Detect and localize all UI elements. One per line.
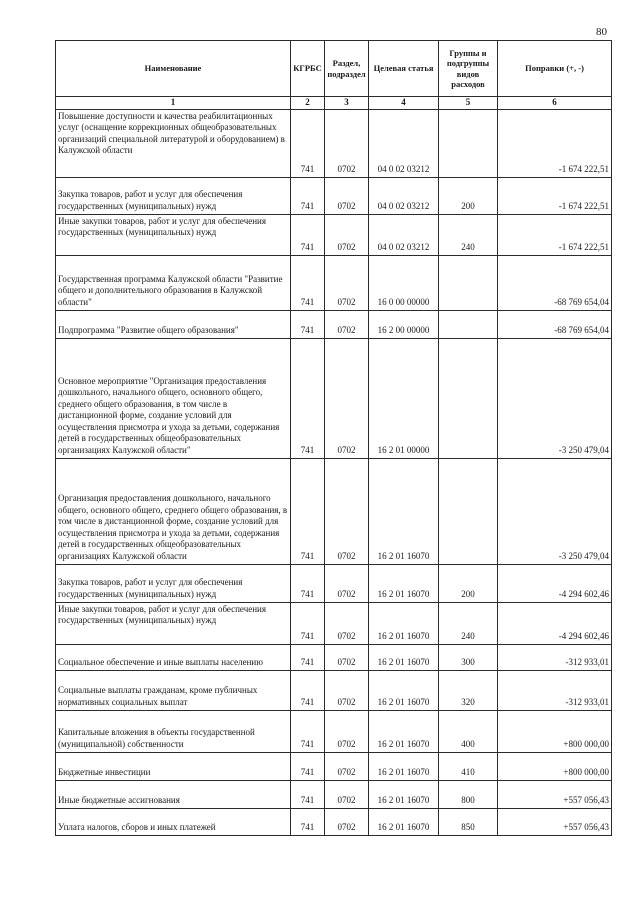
row-kgrbs: 741 (291, 177, 325, 214)
table-row (56, 670, 612, 710)
column-number: 1 (56, 97, 291, 110)
row-kgrbs: 741 (291, 780, 325, 808)
row-target: 16 2 01 16070 (369, 458, 439, 564)
row-target: 16 2 01 16070 (369, 564, 439, 602)
row-name: Организация предоставления дошкольного, начального общего, основного общего, среднего общего образования, в том числе в дистанционной форме, создание условий для осуществления присмотра и ухода за детьми, содержания детей в государственных общеобразовательных организациях Калужской области (56, 458, 291, 564)
column-number: 5 (439, 97, 498, 110)
column-number: 4 (369, 97, 439, 110)
row-group: 320 (439, 670, 498, 710)
header-row (56, 41, 612, 97)
row-group: 410 (439, 752, 498, 780)
table-row (56, 310, 612, 338)
row-group (439, 109, 498, 177)
budget-table (55, 40, 612, 836)
row-section: 0702 (325, 310, 369, 338)
row-amount: -312 933,01 (498, 670, 612, 710)
row-kgrbs: 741 (291, 109, 325, 177)
row-amount: +557 056,43 (498, 808, 612, 835)
row-amount: -1 674 222,51 (498, 177, 612, 214)
row-name: Иные закупки товаров, работ и услуг для обеспечения государственных (муниципальных) нужд (56, 214, 291, 255)
table-row (56, 214, 612, 255)
table-row (56, 808, 612, 835)
row-name: Уплата налогов, сборов и иных платежей (56, 808, 291, 835)
row-group: 200 (439, 564, 498, 602)
row-kgrbs: 741 (291, 602, 325, 644)
row-section: 0702 (325, 752, 369, 780)
table-row (56, 710, 612, 752)
row-amount: +800 000,00 (498, 710, 612, 752)
row-group: 200 (439, 177, 498, 214)
row-target: 16 2 00 00000 (369, 310, 439, 338)
column-number: 6 (498, 97, 612, 110)
row-name: Социальные выплаты гражданам, кроме публичных нормативных социальных выплат (56, 670, 291, 710)
row-section: 0702 (325, 808, 369, 835)
row-name: Капитальные вложения в объекты государственной (муниципальной) собственности (56, 710, 291, 752)
table-row (56, 338, 612, 458)
row-target: 16 2 01 16070 (369, 752, 439, 780)
row-target: 16 2 01 16070 (369, 602, 439, 644)
row-section: 0702 (325, 710, 369, 752)
row-group: 300 (439, 644, 498, 670)
row-section: 0702 (325, 214, 369, 255)
row-section: 0702 (325, 780, 369, 808)
row-target: 16 2 01 00000 (369, 338, 439, 458)
table-row (56, 458, 612, 564)
table-row (56, 177, 612, 214)
row-group (439, 310, 498, 338)
page-number: 80 (596, 26, 607, 38)
row-kgrbs: 741 (291, 255, 325, 310)
row-name: Иные бюджетные ассигнования (56, 780, 291, 808)
header-section: Раздел, подраздел (325, 41, 369, 97)
header-group: Группы и подгруппы видов расходов (439, 41, 498, 97)
row-kgrbs: 741 (291, 710, 325, 752)
row-amount: -4 294 602,46 (498, 564, 612, 602)
row-target: 04 0 02 03212 (369, 214, 439, 255)
row-section: 0702 (325, 255, 369, 310)
column-number: 2 (291, 97, 325, 110)
row-target: 16 2 01 16070 (369, 710, 439, 752)
row-section: 0702 (325, 564, 369, 602)
header-name: Наименование (56, 41, 291, 97)
row-amount: -4 294 602,46 (498, 602, 612, 644)
row-group: 850 (439, 808, 498, 835)
row-group (439, 458, 498, 564)
row-group (439, 255, 498, 310)
row-target: 16 0 00 00000 (369, 255, 439, 310)
column-number-row (56, 97, 612, 110)
row-amount: +800 000,00 (498, 752, 612, 780)
header-amendment: Поправки (+, -) (498, 41, 612, 97)
row-kgrbs: 741 (291, 214, 325, 255)
row-section: 0702 (325, 338, 369, 458)
row-section: 0702 (325, 458, 369, 564)
row-amount: -1 674 222,51 (498, 214, 612, 255)
row-section: 0702 (325, 177, 369, 214)
row-amount: +557 056,43 (498, 780, 612, 808)
row-section: 0702 (325, 109, 369, 177)
header-target: Целевая статья (369, 41, 439, 97)
row-name: Основное мероприятие "Организация предоставления дошкольного, начального общего, основного общего, среднего общего образования, в том числе в дистанционной форме, создание условий для осуществления присмотра и ухода за детьми, содержания детей в государственных общеобразовательных организациях Калужской области" (56, 338, 291, 458)
row-name: Бюджетные инвестиции (56, 752, 291, 780)
row-group: 400 (439, 710, 498, 752)
row-name: Подпрограмма "Развитие общего образования" (56, 310, 291, 338)
row-kgrbs: 741 (291, 564, 325, 602)
row-section: 0702 (325, 644, 369, 670)
row-kgrbs: 741 (291, 644, 325, 670)
table-row (56, 644, 612, 670)
table-row (56, 780, 612, 808)
row-name: Иные закупки товаров, работ и услуг для обеспечения государственных (муниципальных) нужд (56, 602, 291, 644)
row-kgrbs: 741 (291, 752, 325, 780)
column-number: 3 (325, 97, 369, 110)
row-amount: -3 250 479,04 (498, 458, 612, 564)
table-row (56, 602, 612, 644)
row-section: 0702 (325, 670, 369, 710)
row-group: 240 (439, 602, 498, 644)
row-name: Повышение доступности и качества реабилитационных услуг (оснащение коррекционных общеобразовательных организаций специальной литературой и оборудованием) в Калужской области (56, 109, 291, 177)
row-amount: -68 769 654,04 (498, 255, 612, 310)
row-target: 16 2 01 16070 (369, 644, 439, 670)
row-name: Закупка товаров, работ и услуг для обеспечения государственных (муниципальных) нужд (56, 177, 291, 214)
row-target: 04 0 02 03212 (369, 109, 439, 177)
row-amount: -68 769 654,04 (498, 310, 612, 338)
row-kgrbs: 741 (291, 458, 325, 564)
row-target: 16 2 01 16070 (369, 670, 439, 710)
table-row (56, 109, 612, 177)
row-kgrbs: 741 (291, 338, 325, 458)
table-row (56, 255, 612, 310)
row-name: Государственная программа Калужской области "Развитие общего и дополнительного образования в Калужской области" (56, 255, 291, 310)
row-group (439, 338, 498, 458)
row-group: 240 (439, 214, 498, 255)
row-section: 0702 (325, 602, 369, 644)
row-name: Закупка товаров, работ и услуг для обеспечения государственных (муниципальных) нужд (56, 564, 291, 602)
row-name: Социальное обеспечение и иные выплаты населению (56, 644, 291, 670)
table-row (56, 564, 612, 602)
table-row (56, 752, 612, 780)
header-kgrbs: КГРБС (291, 41, 325, 97)
row-amount: -312 933,01 (498, 644, 612, 670)
row-target: 16 2 01 16070 (369, 808, 439, 835)
row-kgrbs: 741 (291, 310, 325, 338)
row-kgrbs: 741 (291, 808, 325, 835)
row-amount: -3 250 479,04 (498, 338, 612, 458)
row-target: 04 0 02 03212 (369, 177, 439, 214)
row-target: 16 2 01 16070 (369, 780, 439, 808)
row-group: 800 (439, 780, 498, 808)
row-amount: -1 674 222,51 (498, 109, 612, 177)
row-kgrbs: 741 (291, 670, 325, 710)
